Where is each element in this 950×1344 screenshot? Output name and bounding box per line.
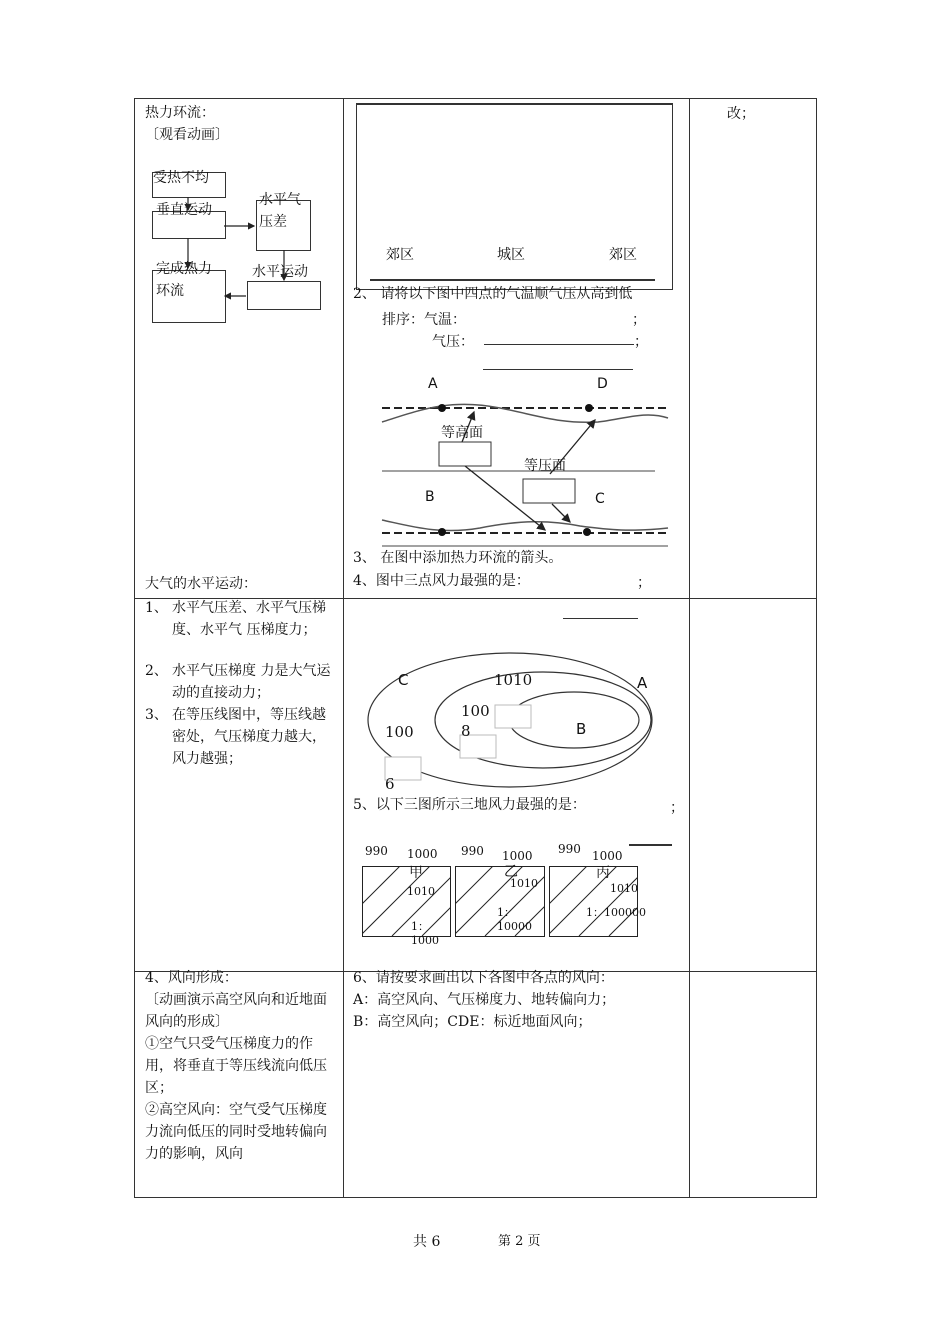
isobar-A-label: A — [637, 674, 648, 692]
isobar-ellipse-diagram — [360, 640, 670, 790]
panel-bing-scale: 1：100000 — [586, 906, 646, 919]
flow-label-horizontal-pressure: 水平气压差 — [259, 192, 301, 230]
isobar-B-label: B — [576, 720, 587, 738]
panel-bing-1000: 1000 — [592, 849, 623, 863]
table-bottom-border — [134, 1197, 817, 1198]
question-2-temp-semicolon: ； — [632, 312, 646, 328]
question-2-temp-label: 排序：气温： — [382, 312, 466, 328]
question-4-semicolon: ； — [637, 575, 651, 591]
iso-height-label: 等高面 — [441, 425, 483, 441]
isobar-1010-label: 1010 — [494, 671, 533, 689]
panel-bing-1010: 1010 — [610, 882, 638, 895]
point-2-number: 2、 — [145, 663, 168, 679]
question-2-pressure-label: 气压： — [432, 334, 474, 350]
point-C-label: C — [595, 491, 605, 507]
col2-right-border — [689, 98, 690, 1198]
panel-jia-1010: 1010 — [407, 885, 435, 898]
suburb-left-label: 郊区 — [386, 247, 414, 263]
point-B-label: B — [425, 489, 435, 505]
table-right-border — [816, 98, 817, 1198]
footer-total-pages: 共 6 — [413, 1234, 441, 1250]
flow-label-horizontal-motion: 水平运动 — [252, 264, 308, 280]
flow-label-complete-circulation: 完成热力环流 — [156, 261, 212, 299]
panel-yi-name: 乙 — [504, 864, 518, 880]
isobar-6-label: 6 — [385, 775, 395, 793]
panel-yi-990: 990 — [461, 844, 484, 858]
suburb-right-label: 郊区 — [609, 247, 637, 263]
flow-label-vertical-motion: 垂直运动 — [156, 202, 212, 218]
isobar-1008-label-b: 8 — [461, 722, 471, 740]
point-1-text: 水平气压差、水平气压梯度、水平气 压梯度力； — [172, 600, 326, 638]
point-2-text: 水平气压梯度 力是大气运动的直接动力； — [172, 663, 331, 701]
panel-bing-name: 丙 — [596, 865, 610, 881]
horizontal-motion-title: 大气的水平运动： — [145, 576, 257, 592]
heat-circulation-heading: 热力环流： — [145, 105, 215, 121]
panel-yi-1000: 1000 — [502, 849, 533, 863]
panel-yi-1010: 1010 — [510, 877, 538, 890]
flowchart-arrows — [134, 160, 344, 330]
pressure-answer-line — [484, 344, 634, 345]
iso-pressure-label: 等压面 — [524, 458, 566, 474]
question-2-pressure-semicolon: ； — [634, 334, 648, 350]
point-D-label: D — [597, 376, 608, 392]
panel-bing-hatch — [549, 866, 638, 937]
wind-direction-text: 〔动画演示高空风向和近地面风向的形成〕 ①空气只受气压梯度力的作用，将垂直于等压线流向低压区； ②高空风向：空气受气压梯度力流向低压的同时受地转偏向力的影响，风向 — [145, 992, 327, 1162]
question-6: 6、请按要求画出以下各图中各点的风向： — [353, 970, 614, 986]
table-top-border — [134, 98, 817, 99]
panel-jia-scale: 1：1000 — [411, 920, 439, 947]
panel-jia-990: 990 — [365, 844, 388, 858]
panel-jia-name: 甲 — [409, 865, 423, 881]
point-1-number: 1、 — [145, 600, 168, 616]
isobar-100-label: 100 — [385, 723, 414, 741]
point-3-number: 3、 — [145, 707, 168, 723]
question-6-a: A：高空风向、气压梯度力、地转偏向力； — [353, 992, 616, 1008]
revision-note: 改； — [727, 106, 755, 122]
question-5-semicolon: ； — [670, 800, 684, 816]
question-2: 2、 请将以下图中四点的气温顺气压从高到低 — [353, 286, 633, 302]
question-4: 4、图中三点风力最强的是： — [353, 573, 530, 589]
point-3-text: 在等压线图中，等压线越密处，气压梯度力越大，风力越强； — [172, 707, 326, 767]
question-5: 5、以下三图所示三地风力最强的是： — [353, 797, 586, 813]
question-4-answer-line — [563, 618, 638, 619]
watch-animation-note: 〔观看动画〕 — [145, 127, 229, 143]
question-3: 3、 在图中添加热力环流的箭头。 — [353, 550, 563, 566]
ground-line — [370, 279, 655, 281]
city-label: 城区 — [497, 247, 525, 263]
panel-jia-1000: 1000 — [407, 847, 438, 861]
point-A-label: A — [428, 376, 438, 392]
isobar-C-label: C — [398, 671, 409, 689]
isobar-1008-label-a: 100 — [461, 702, 490, 720]
flow-label-uneven-heating: 受热不均 — [153, 170, 209, 186]
panel-bing-990: 990 — [558, 842, 581, 856]
question-5-answer-line — [629, 844, 672, 846]
panel-yi-scale: 1：10000 — [497, 906, 532, 933]
question-6-b: B：高空风向；CDE：标近地面风向； — [353, 1014, 592, 1030]
wind-direction-title: 4、风向形成： — [145, 970, 238, 986]
footer-page-number: 第 2 页 — [498, 1234, 541, 1249]
